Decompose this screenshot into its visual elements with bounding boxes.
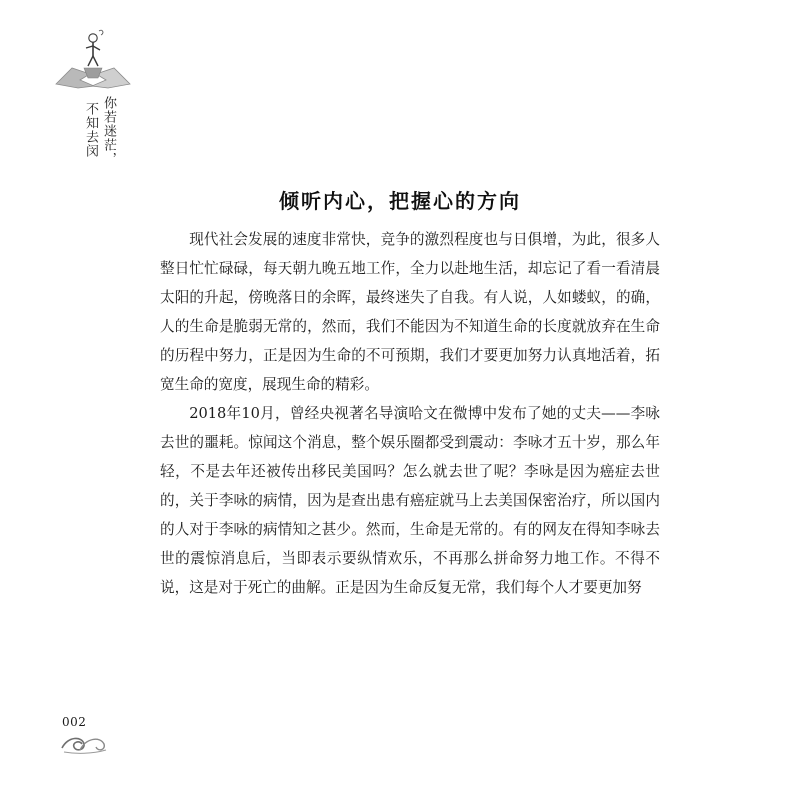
running-header-title-line-1: 你若迷茫， xyxy=(101,96,116,166)
paragraph-2: 2018年10月，曾经央视著名导演哈文在微博中发布了她的丈夫——李咏去世的噩耗。惊闻这个消息，整个娱乐圈都受到震动：李咏才五十岁，那么年轻，不是去年还被传出移民美国吗？怎么就去世了呢？李咏是因为癌症去世的，关于李咏的病情，因为是查出患有癌症就马上去美国保密治疗，所以国内的人对于李咏的病情知之甚少。然而，生命是无常的。有的网友在得知李咏去世的震惊消息后，当即表示要纵情欢乐，不再那么拼命努力地工作。不得不说，这是对于死亡的曲解。正是因为生命反复无常，我们每个人才要更加努 xyxy=(160,405,660,596)
figure-on-crossed-arrows-icon xyxy=(50,28,136,90)
swirl-ornament-icon xyxy=(58,730,110,756)
page-number: 002 xyxy=(62,715,87,729)
section-heading: 倾听内心，把握心的方向 xyxy=(279,189,521,214)
body-text xyxy=(160,225,660,602)
paragraph-1: 现代社会发展的速度非常快，竞争的激烈程度也与日俱增，为此，很多人整日忙忙碌碌，每天朝九晚五地工作，全力以赴地生活，却忘记了看一看清晨太阳的升起，傍晚落日的余晖，最终迷失了自我。有人说，人如蝼蚁，的确，人的生命是脆弱无常的，然而，我们不能因为不知道生命的长度就放弃在生命的历程中努力，正是因为生命的不可预期，我们才要更加努力认真地活着，拓宽生命的宽度，展现生命的精彩。 xyxy=(160,231,660,393)
running-header-title-line-2: 不知去闵 xyxy=(83,102,98,158)
